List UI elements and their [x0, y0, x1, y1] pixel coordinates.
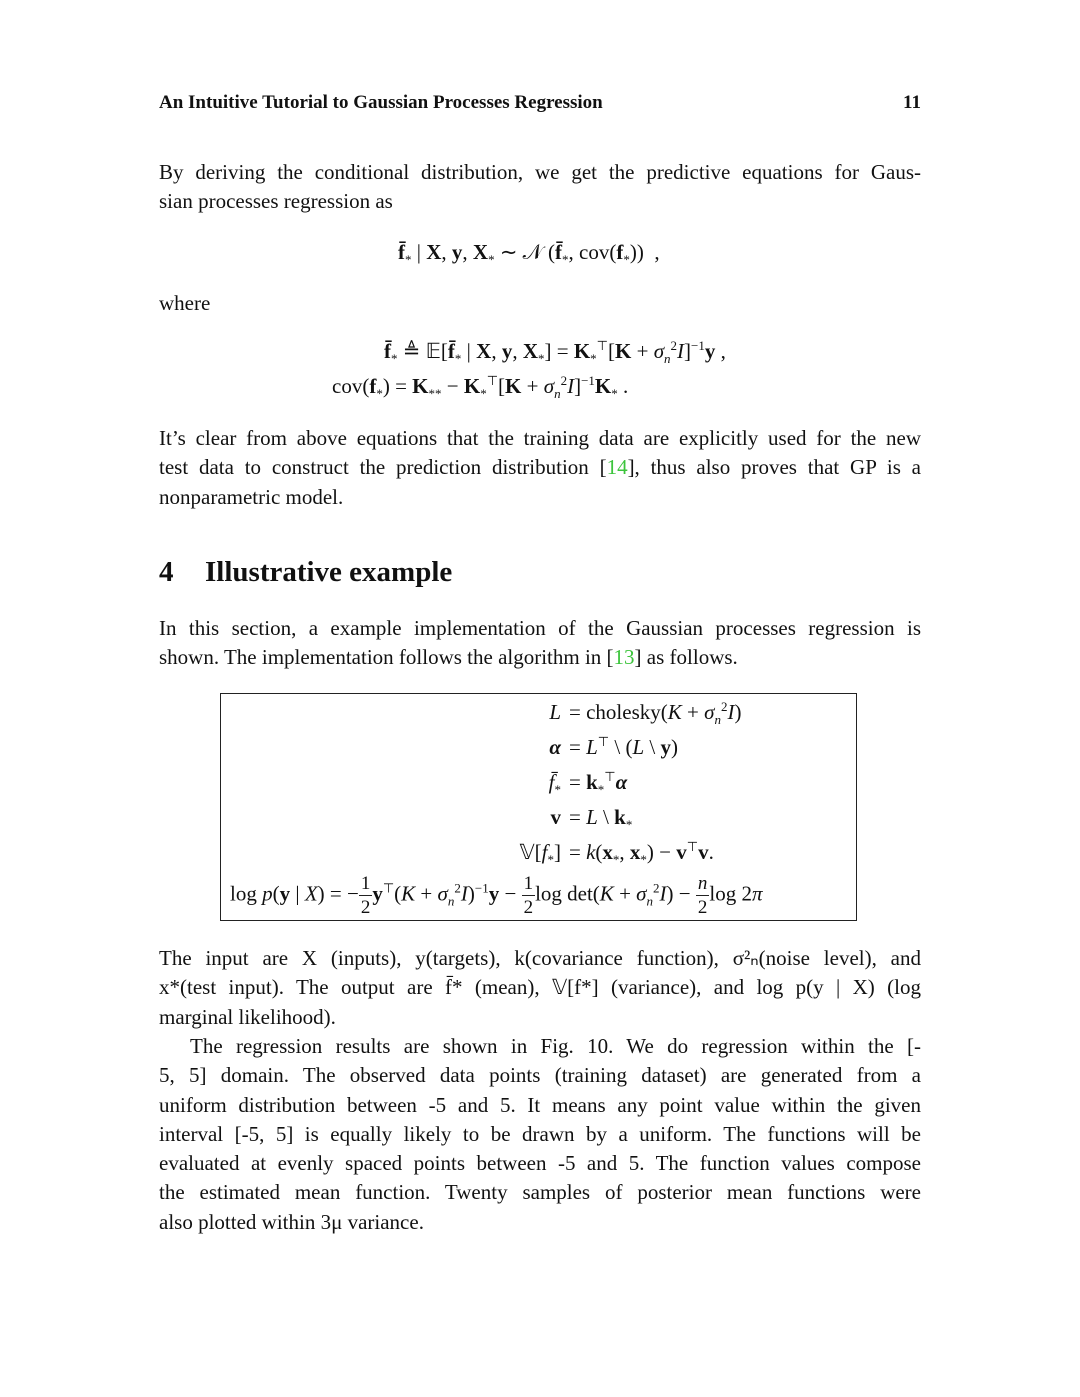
mean-equation: $f̄_*$ ≜ $𝔼[f̄_*$ | X, y, $X_*] = K_*^⊤[K + \sigma_n^2I]^{-1}y$ , [384, 338, 726, 367]
text-line: also plotted within 3μ variance. [159, 1209, 424, 1234]
intro-paragraph [159, 158, 921, 217]
running-title: An Intuitive Tutorial to Gaussian Processes Regression [159, 92, 603, 113]
section-heading [159, 556, 452, 589]
text-line: In this section, a example implementation of the Gaussian processes regression is [159, 616, 921, 640]
section-intro-paragraph [159, 614, 921, 673]
section-number: 4 [159, 556, 174, 588]
text-line: test data to construct the prediction distribution [14], thus also proves that GP is a [159, 455, 921, 480]
citation-link[interactable]: 13 [613, 645, 635, 670]
text-line: The regression results are shown in Fig. 10. We do regression within the [- [190, 1034, 921, 1058]
text-line: x*(test input). The output are f̄* (mean), 𝕍[f*] (variance), and log p(y | X) (log [159, 975, 921, 1000]
text-line: shown. The implementation follows the algorithm in [13] as follows. [159, 645, 738, 670]
algorithm-line-loglik: log p(y | X) = − $\frac{1}{2}$ $y^⊤(K + \sigma_n^2I)^{-1}y$ − $\frac{1}{2}$ $\log \det(K + \sigma_n^2I)$ − $\frac{n}{2}$ log 2π [230, 873, 763, 918]
algorithm-box: L = cholesky(K + $\sigma_n^2I$) α = L⊤ \ (L \ y) $f̄_*$ = $k_*^⊤\alpha$ v = L \ $k_*$ $𝕍[f_*]$ = $k(x_*$, $x_*) - v^⊤v$. log p(y | X) = − $\frac{1}{2}$ $y^⊤(K + \sigma_n^2I)^{-1}y$ − $\frac{1}{2}$ $\log \det(K + \sigma_n^2I)$ − $\frac{n}{2}$ log 2π [220, 693, 857, 921]
text-line: By deriving the conditional distribution, we get the predictive equations for Gaus- [159, 160, 921, 184]
predictive-equation: $f̄_*$ | X, y, $X_*$ ∼ 𝒩 ($f̄_*$, $cov(f_*)$) , [398, 240, 660, 268]
where-line [159, 289, 921, 318]
running-header [159, 92, 921, 118]
explanation-paragraph [159, 424, 921, 512]
io-paragraph [159, 944, 921, 1032]
text-line: the estimated mean function. Twenty samples of posterior mean functions were [159, 1180, 921, 1205]
text-line: sian processes regression as [159, 189, 393, 214]
text-line: The input are X (inputs), y(targets), k(covariance function), σ²ₙ(noise level), and [159, 946, 921, 970]
where-label: where [159, 291, 211, 315]
text-line: uniform distribution between -5 and 5. It means any point value within the given [159, 1092, 921, 1117]
text-line: evaluated at evenly spaced points between -5 and 5. The function values compose [159, 1151, 921, 1176]
results-paragraph [159, 1032, 921, 1237]
text-line: It’s clear from above equations that the training data are explicitly used for the new [159, 426, 921, 450]
citation-link[interactable]: 14 [606, 455, 628, 480]
covariance-equation: $cov(f_*) = K_{**} - K_*^⊤[K + \sigma_n^2I]^{-1}K_*$ . [332, 373, 629, 402]
text-line: marginal likelihood). [159, 1004, 336, 1029]
section-title: Illustrative example [205, 556, 453, 588]
text-line: nonparametric model. [159, 484, 344, 509]
text-line: interval [-5, 5] is equally likely to be drawn by a uniform. The functions will be [159, 1121, 921, 1146]
page-number: 11 [903, 92, 921, 113]
text-line: 5, 5] domain. The observed data points (training dataset) are generated from a [159, 1063, 921, 1088]
